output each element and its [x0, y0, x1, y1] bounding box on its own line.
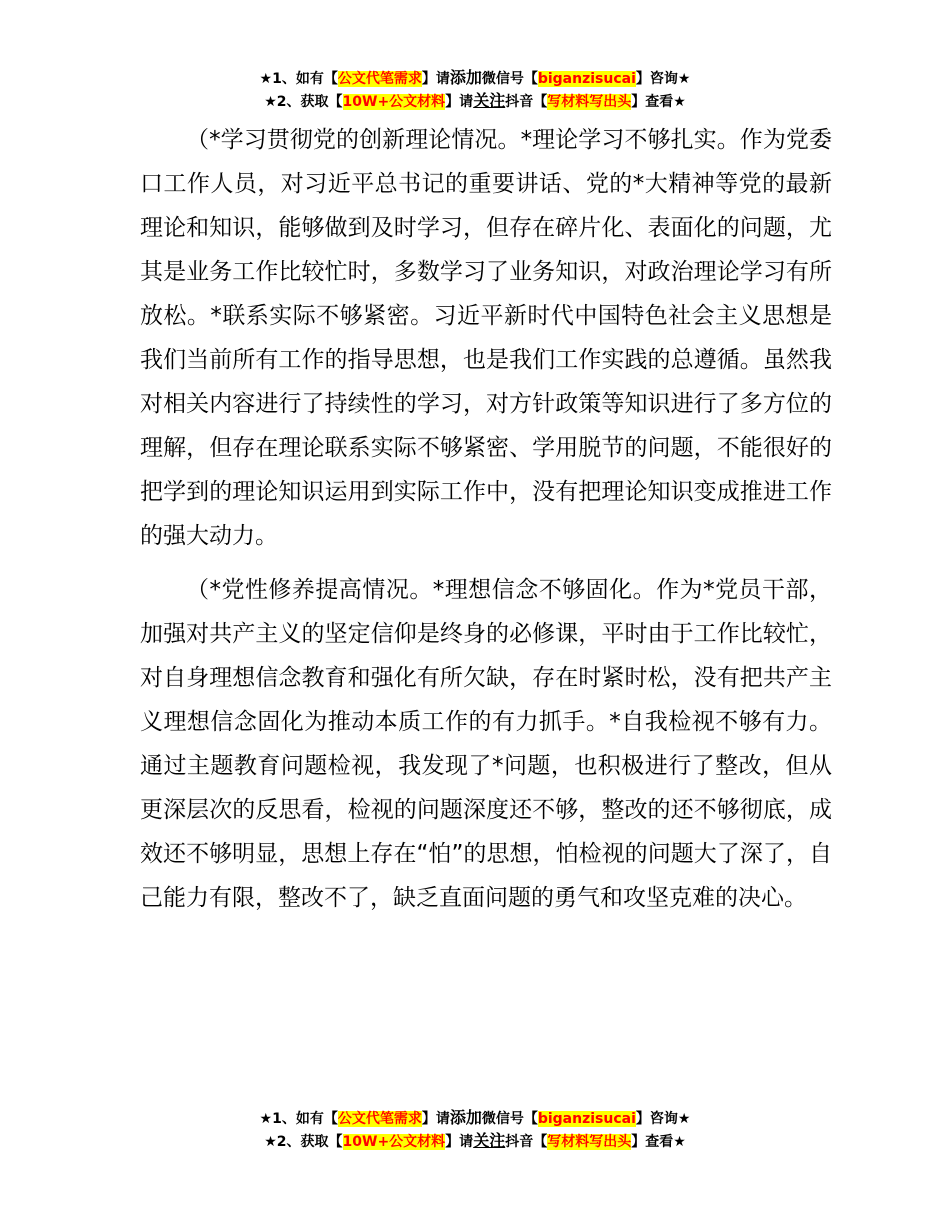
footer-banner — [0, 1107, 950, 1153]
banner-text: ★1、如有【 — [259, 71, 338, 87]
banner-line-2 — [0, 1130, 950, 1153]
banner-line-1 — [0, 67, 950, 90]
banner-text: ★2、获取【 — [264, 94, 343, 110]
banner-text: ★1、如有【 — [259, 1111, 338, 1127]
banner-line-1 — [0, 1107, 950, 1130]
emphasis-text: 关注 — [473, 91, 506, 110]
wechat-id: biganzisucai — [537, 1111, 636, 1127]
highlight-text: 公文代笔需求 — [337, 1111, 422, 1127]
banner-text: 微信号【 — [481, 71, 538, 87]
emphasis-text: 添加 — [449, 68, 482, 87]
banner-text: 】请 — [445, 94, 474, 110]
banner-text: 微信号【 — [481, 1111, 538, 1127]
banner-text: 】请 — [421, 1111, 450, 1127]
banner-line-2 — [0, 90, 950, 113]
highlight-text: 10W+公文材料 — [342, 94, 446, 110]
douyin-id: 写材料写出头 — [547, 94, 632, 110]
highlight-text: 10W+公文材料 — [342, 1134, 446, 1150]
header-banner — [0, 67, 950, 113]
douyin-id: 写材料写出头 — [547, 1134, 632, 1150]
banner-text: 】请 — [421, 71, 450, 87]
banner-text: 抖音【 — [505, 1134, 548, 1150]
banner-text: 】请 — [445, 1134, 474, 1150]
banner-text: 】查看★ — [631, 1134, 686, 1150]
banner-text: 抖音【 — [505, 94, 548, 110]
emphasis-text: 添加 — [449, 1108, 482, 1127]
emphasis-text: 关注 — [473, 1131, 506, 1150]
paragraph-1: （*学习贯彻党的创新理论情况。*理论学习不够扎实。作为党委口工作人员，对习近平总书记的重要讲话、党的*大精神等党的最新理论和知识，能够做到及时学习，但存在碎片化、表面化的问题，尤其是业务工作比较忙时，多数学习了业务知识，对政治理论学习有所放松。*联系实际不够紧密。习近平新时代中国特色社会主义思想是我们当前所有工作的指导思想，也是我们工作实践的总遵循。虽然我对相关内容进行了持续性的学习，对方针政策等知识进行了多方位的理解，但存在理论联系实际不够紧密、学用脱节的问题，不能很好的把学到的理论知识运用到实际工作中，没有把理论知识变成推进工作的强大动力。 — [140, 127, 832, 549]
paragraph-2: （*党性修养提高情况。*理想信念不够固化。作为*党员干部，加强对共产主义的坚定信仰是终身的必修课，平时由于工作比较忙，对自身理想信念教育和强化有所欠缺，存在时紧时松，没有把共产主义理想信念固化为推动本质工作的有力抓手。*自我检视不够有力。通过主题教育问题检视，我发现了*问题，也积极进行了整改，但从更深层次的反思看，检视的问题深度还不够，整改的还不够彻底，成效还不够明显，思想上存在“怕”的思想，怕检视的问题大了深了，自己能力有限，整改不了，缺乏直面问题的勇气和攻坚克难的决心。 — [140, 577, 832, 911]
highlight-text: 公文代笔需求 — [337, 71, 422, 87]
document-body — [140, 118, 832, 920]
banner-text: 】咨询★ — [635, 1111, 691, 1127]
banner-text: 】查看★ — [631, 94, 686, 110]
banner-text: ★2、获取【 — [264, 1134, 343, 1150]
banner-text: 】咨询★ — [635, 71, 691, 87]
wechat-id: biganzisucai — [537, 71, 636, 87]
